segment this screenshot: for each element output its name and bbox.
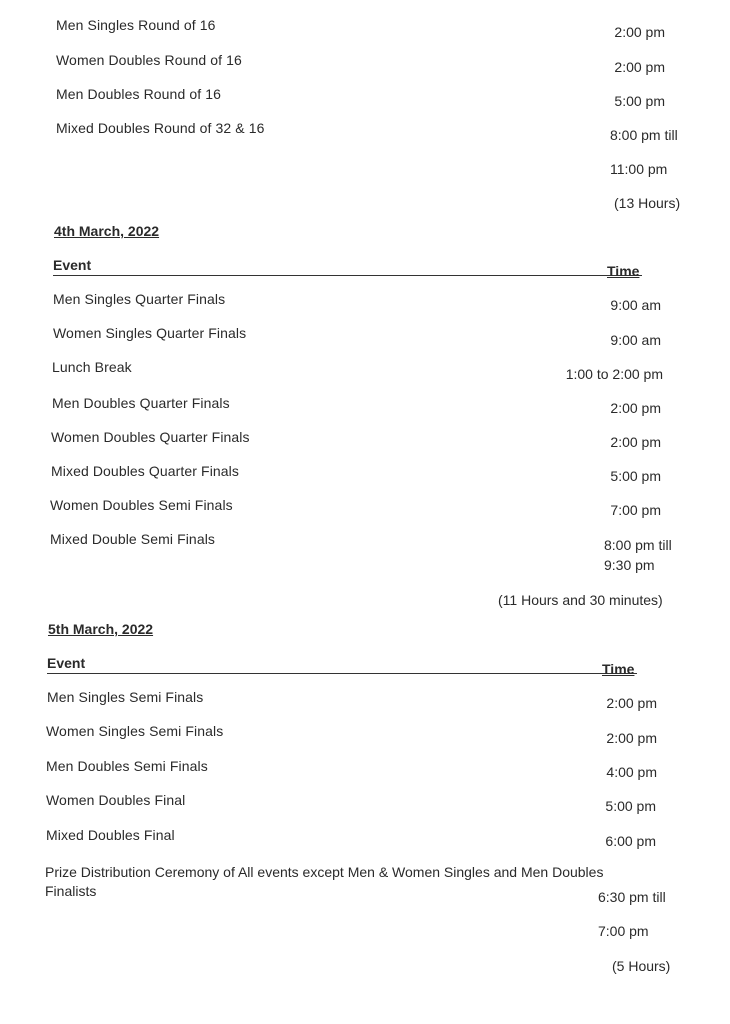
event-time: 5:00 pm	[605, 798, 656, 814]
event-name: Mixed Doubles Quarter Finals	[51, 463, 239, 479]
column-header-time: Time	[602, 661, 635, 677]
event-name: Mixed Doubles Final	[46, 827, 175, 843]
event-name: Women Doubles Final	[46, 792, 186, 808]
section-duration: (5 Hours)	[612, 958, 671, 974]
event-time: 4:00 pm	[606, 764, 657, 780]
event-name: Mixed Doubles Round of 32 & 16	[56, 120, 265, 136]
event-time: 9:00 am	[610, 297, 661, 313]
event-time: 6:00 pm	[605, 833, 656, 849]
event-name: Men Doubles Round of 16	[56, 86, 221, 102]
event-time: 1:00 to 2:00 pm	[565, 366, 663, 382]
event-time: 8:00 pm till	[604, 537, 672, 553]
section-date: 5th March, 2022	[48, 621, 154, 637]
event-time-end: 9:30 pm	[604, 557, 655, 573]
event-name: Women Doubles Semi Finals	[50, 497, 233, 513]
event-name: Lunch Break	[52, 359, 132, 375]
event-name-continued: Finalists	[45, 883, 97, 899]
event-time: 2:00 pm	[614, 59, 665, 75]
event-time: 2:00 pm	[606, 695, 657, 711]
event-time: 2:00 pm	[614, 24, 665, 40]
event-time: 2:00 pm	[606, 730, 657, 746]
event-name: Women Doubles Round of 16	[56, 52, 242, 68]
column-header-event: Event	[53, 257, 92, 273]
event-name: Men Singles Quarter Finals	[53, 291, 226, 307]
event-name: Women Doubles Quarter Finals	[51, 429, 250, 445]
event-time: 8:00 pm till	[610, 127, 678, 143]
event-name: Prize Distribution Ceremony of All events except Men & Women Singles and Men Doubles	[45, 864, 604, 880]
event-name: Men Doubles Quarter Finals	[52, 395, 230, 411]
event-time: 9:00 am	[610, 332, 661, 348]
event-time: 2:00 pm	[610, 400, 661, 416]
event-name: Women Singles Semi Finals	[46, 723, 224, 739]
event-time: 6:30 pm till	[598, 889, 666, 905]
event-time-end: 7:00 pm	[598, 923, 649, 939]
event-name: Men Singles Round of 16	[56, 17, 216, 33]
column-header-event: Event	[47, 655, 86, 671]
event-name: Men Singles Semi Finals	[47, 689, 204, 705]
event-time: 7:00 pm	[610, 502, 661, 518]
event-time: 5:00 pm	[614, 93, 665, 109]
section-duration: (13 Hours)	[614, 195, 681, 211]
header-rule	[53, 275, 642, 276]
event-name: Men Doubles Semi Finals	[46, 758, 208, 774]
event-time: 2:00 pm	[610, 434, 661, 450]
event-name: Mixed Double Semi Finals	[50, 531, 216, 547]
section-date: 4th March, 2022	[54, 223, 160, 239]
event-name: Women Singles Quarter Finals	[53, 325, 247, 341]
event-time: 5:00 pm	[610, 468, 661, 484]
header-rule	[47, 673, 637, 674]
section-duration: (11 Hours and 30 minutes)	[498, 592, 663, 608]
event-time-end: 11:00 pm	[610, 161, 668, 177]
column-header-time: Time	[607, 263, 640, 279]
